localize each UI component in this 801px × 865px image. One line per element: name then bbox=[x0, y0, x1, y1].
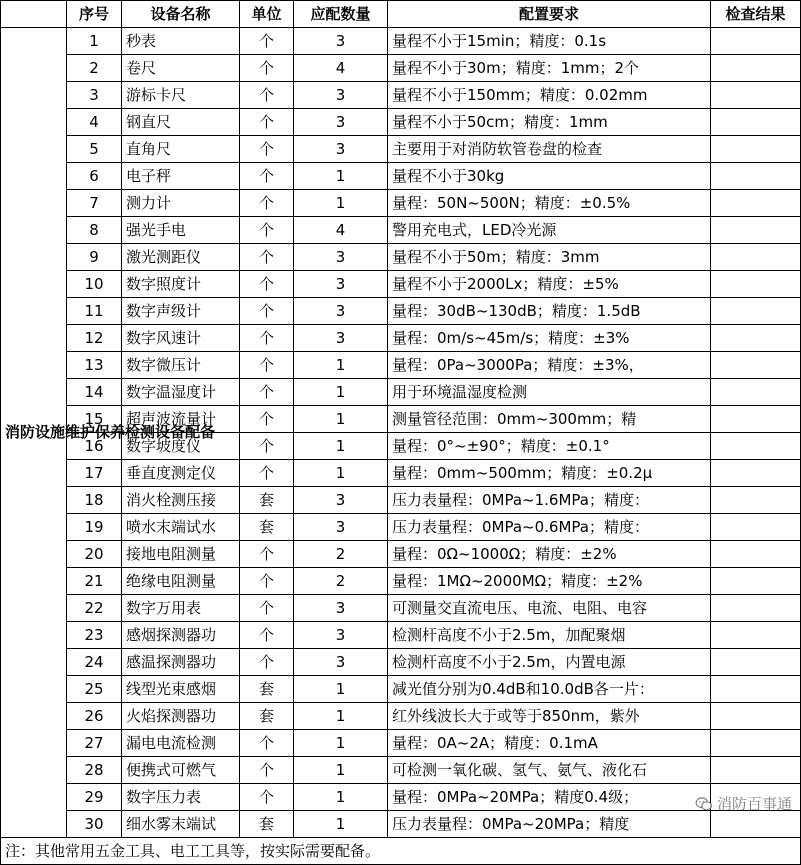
row-number: 8 bbox=[67, 217, 122, 244]
row-number: 28 bbox=[67, 757, 122, 784]
device-name: 数字坡度仪 bbox=[122, 433, 240, 460]
result-cell bbox=[711, 811, 801, 838]
quantity-cell: 3 bbox=[294, 298, 388, 325]
row-number: 14 bbox=[67, 379, 122, 406]
header-qty: 应配数量 bbox=[294, 1, 388, 28]
requirement-cell: 用于环境温湿度检测 bbox=[388, 379, 711, 406]
table-row bbox=[1, 352, 801, 379]
device-name: 数字风速计 bbox=[122, 325, 240, 352]
quantity-cell: 1 bbox=[294, 352, 388, 379]
result-cell bbox=[711, 217, 801, 244]
unit-cell: 套 bbox=[240, 487, 294, 514]
result-cell bbox=[711, 406, 801, 433]
unit-cell: 个 bbox=[240, 568, 294, 595]
table-row bbox=[1, 136, 801, 163]
quantity-cell: 3 bbox=[294, 244, 388, 271]
header-row bbox=[1, 1, 801, 28]
device-name: 线型光束感烟 bbox=[122, 676, 240, 703]
unit-cell: 个 bbox=[240, 55, 294, 82]
header-result: 检查结果 bbox=[711, 1, 801, 28]
device-name: 卷尺 bbox=[122, 55, 240, 82]
unit-cell: 个 bbox=[240, 379, 294, 406]
table-row bbox=[1, 460, 801, 487]
unit-cell: 个 bbox=[240, 406, 294, 433]
result-cell bbox=[711, 433, 801, 460]
device-name: 细水雾末端试 bbox=[122, 811, 240, 838]
device-name: 游标卡尺 bbox=[122, 82, 240, 109]
row-number: 20 bbox=[67, 541, 122, 568]
requirement-cell: 红外线波长大于或等于850nm，紫外 bbox=[388, 703, 711, 730]
result-cell bbox=[711, 325, 801, 352]
device-name: 钢直尺 bbox=[122, 109, 240, 136]
requirement-cell: 可检测一氧化碳、氢气、氨气、液化石 bbox=[388, 757, 711, 784]
unit-cell: 个 bbox=[240, 325, 294, 352]
requirement-cell: 压力表量程：0MPa~0.6MPa；精度： bbox=[388, 514, 711, 541]
table-row bbox=[1, 541, 801, 568]
result-cell bbox=[711, 730, 801, 757]
row-number: 2 bbox=[67, 55, 122, 82]
device-name: 接地电阻测量 bbox=[122, 541, 240, 568]
device-name: 数字万用表 bbox=[122, 595, 240, 622]
row-number: 3 bbox=[67, 82, 122, 109]
result-cell bbox=[711, 28, 801, 55]
requirement-cell: 量程：0m/s~45m/s；精度：±3% bbox=[388, 325, 711, 352]
device-name: 数字压力表 bbox=[122, 784, 240, 811]
unit-cell: 个 bbox=[240, 217, 294, 244]
table-row bbox=[1, 379, 801, 406]
result-cell bbox=[711, 298, 801, 325]
unit-cell: 个 bbox=[240, 730, 294, 757]
table-row bbox=[1, 82, 801, 109]
quantity-cell: 3 bbox=[294, 325, 388, 352]
table-row bbox=[1, 325, 801, 352]
row-number: 5 bbox=[67, 136, 122, 163]
requirement-cell: 量程不小于15min；精度：0.1s bbox=[388, 28, 711, 55]
quantity-cell: 3 bbox=[294, 109, 388, 136]
table-row bbox=[1, 487, 801, 514]
requirement-cell: 量程：1MΩ~2000MΩ；精度：±2% bbox=[388, 568, 711, 595]
header-name: 设备名称 bbox=[122, 1, 240, 28]
quantity-cell: 1 bbox=[294, 784, 388, 811]
requirement-cell: 量程不小于30m；精度：1mm；2个 bbox=[388, 55, 711, 82]
result-cell bbox=[711, 622, 801, 649]
row-number: 24 bbox=[67, 649, 122, 676]
unit-cell: 个 bbox=[240, 271, 294, 298]
table-row bbox=[1, 109, 801, 136]
unit-cell: 个 bbox=[240, 28, 294, 55]
row-number: 27 bbox=[67, 730, 122, 757]
watermark bbox=[695, 793, 792, 814]
quantity-cell: 3 bbox=[294, 514, 388, 541]
result-cell bbox=[711, 55, 801, 82]
row-number: 17 bbox=[67, 460, 122, 487]
requirement-cell: 测量管径范围：0mm~300mm；精 bbox=[388, 406, 711, 433]
result-cell bbox=[711, 541, 801, 568]
requirement-cell: 量程不小于30kg bbox=[388, 163, 711, 190]
row-number: 18 bbox=[67, 487, 122, 514]
quantity-cell: 1 bbox=[294, 163, 388, 190]
footnote: 注：其他常用五金工具、电工工具等，按实际需要配备。 bbox=[1, 838, 801, 865]
quantity-cell: 1 bbox=[294, 460, 388, 487]
quantity-cell: 1 bbox=[294, 190, 388, 217]
quantity-cell: 3 bbox=[294, 136, 388, 163]
quantity-cell: 4 bbox=[294, 217, 388, 244]
unit-cell: 个 bbox=[240, 244, 294, 271]
row-number: 22 bbox=[67, 595, 122, 622]
table-row bbox=[1, 568, 801, 595]
table-row bbox=[1, 622, 801, 649]
wechat-logo-icon bbox=[695, 797, 713, 811]
unit-cell: 个 bbox=[240, 163, 294, 190]
quantity-cell: 3 bbox=[294, 82, 388, 109]
row-number: 4 bbox=[67, 109, 122, 136]
row-number: 15 bbox=[67, 406, 122, 433]
table-row bbox=[1, 514, 801, 541]
table-row bbox=[1, 649, 801, 676]
table-body bbox=[1, 28, 801, 838]
requirement-cell: 检测杆高度不小于2.5m，加配聚烟 bbox=[388, 622, 711, 649]
requirement-cell: 检测杆高度不小于2.5m，内置电源 bbox=[388, 649, 711, 676]
requirement-cell: 量程：0A~2A；精度：0.1mA bbox=[388, 730, 711, 757]
requirement-cell: 可测量交直流电压、电流、电阻、电容 bbox=[388, 595, 711, 622]
quantity-cell: 3 bbox=[294, 271, 388, 298]
row-number: 26 bbox=[67, 703, 122, 730]
table-row bbox=[1, 757, 801, 784]
table-row bbox=[1, 784, 801, 811]
row-number: 10 bbox=[67, 271, 122, 298]
quantity-cell: 1 bbox=[294, 406, 388, 433]
requirement-cell: 量程：0°~±90°；精度：±0.1° bbox=[388, 433, 711, 460]
quantity-cell: 3 bbox=[294, 28, 388, 55]
quantity-cell: 1 bbox=[294, 676, 388, 703]
result-cell bbox=[711, 163, 801, 190]
result-cell bbox=[711, 136, 801, 163]
device-name: 便携式可燃气 bbox=[122, 757, 240, 784]
quantity-cell: 4 bbox=[294, 55, 388, 82]
device-name: 漏电电流检测 bbox=[122, 730, 240, 757]
header-req: 配置要求 bbox=[388, 1, 711, 28]
row-number: 7 bbox=[67, 190, 122, 217]
device-name: 感温探测器功 bbox=[122, 649, 240, 676]
row-number: 19 bbox=[67, 514, 122, 541]
requirement-cell: 量程：0Pa~3000Pa；精度：±3%， bbox=[388, 352, 711, 379]
result-cell bbox=[711, 109, 801, 136]
unit-cell: 个 bbox=[240, 784, 294, 811]
requirement-cell: 量程不小于150mm；精度：0.02mm bbox=[388, 82, 711, 109]
unit-cell: 个 bbox=[240, 433, 294, 460]
result-cell bbox=[711, 379, 801, 406]
result-cell bbox=[711, 676, 801, 703]
row-number: 9 bbox=[67, 244, 122, 271]
device-name: 测力计 bbox=[122, 190, 240, 217]
unit-cell: 个 bbox=[240, 541, 294, 568]
requirement-cell: 警用充电式，LED冷光源 bbox=[388, 217, 711, 244]
note-row bbox=[1, 838, 801, 865]
quantity-cell: 1 bbox=[294, 757, 388, 784]
device-name: 感烟探测器功 bbox=[122, 622, 240, 649]
quantity-cell: 1 bbox=[294, 730, 388, 757]
device-name: 数字温湿度计 bbox=[122, 379, 240, 406]
table-row bbox=[1, 595, 801, 622]
unit-cell: 个 bbox=[240, 595, 294, 622]
row-number: 13 bbox=[67, 352, 122, 379]
table-row bbox=[1, 676, 801, 703]
table-row bbox=[1, 244, 801, 271]
requirement-cell: 量程不小于2000Lx；精度：±5% bbox=[388, 271, 711, 298]
quantity-cell: 1 bbox=[294, 433, 388, 460]
result-cell bbox=[711, 352, 801, 379]
table-row bbox=[1, 298, 801, 325]
device-name: 强光手电 bbox=[122, 217, 240, 244]
row-number: 21 bbox=[67, 568, 122, 595]
requirement-cell: 量程：0Ω~1000Ω；精度：±2% bbox=[388, 541, 711, 568]
unit-cell: 个 bbox=[240, 82, 294, 109]
result-cell bbox=[711, 568, 801, 595]
unit-cell: 套 bbox=[240, 514, 294, 541]
table-row bbox=[1, 163, 801, 190]
table-row bbox=[1, 703, 801, 730]
unit-cell: 套 bbox=[240, 703, 294, 730]
row-number: 23 bbox=[67, 622, 122, 649]
result-cell bbox=[711, 757, 801, 784]
unit-cell: 个 bbox=[240, 136, 294, 163]
requirement-cell: 压力表量程：0MPa~1.6MPa；精度： bbox=[388, 487, 711, 514]
result-cell bbox=[711, 190, 801, 217]
requirement-cell: 量程不小于50m；精度：3mm bbox=[388, 244, 711, 271]
requirement-cell: 压力表量程：0MPa~20MPa；精度 bbox=[388, 811, 711, 838]
result-cell bbox=[711, 82, 801, 109]
row-number: 30 bbox=[67, 811, 122, 838]
corner-cell bbox=[1, 1, 67, 28]
device-name: 超声波流量计 bbox=[122, 406, 240, 433]
quantity-cell: 3 bbox=[294, 649, 388, 676]
unit-cell: 个 bbox=[240, 190, 294, 217]
unit-cell: 个 bbox=[240, 649, 294, 676]
row-number: 16 bbox=[67, 433, 122, 460]
device-name: 火焰探测器功 bbox=[122, 703, 240, 730]
device-name: 直角尺 bbox=[122, 136, 240, 163]
unit-cell: 个 bbox=[240, 460, 294, 487]
quantity-cell: 2 bbox=[294, 568, 388, 595]
result-cell bbox=[711, 514, 801, 541]
quantity-cell: 3 bbox=[294, 487, 388, 514]
device-name: 消火栓测压接 bbox=[122, 487, 240, 514]
row-number: 12 bbox=[67, 325, 122, 352]
row-number: 6 bbox=[67, 163, 122, 190]
requirement-cell: 主要用于对消防软管卷盘的检查 bbox=[388, 136, 711, 163]
category-cell: 消防设施维护保养检测设备配备 bbox=[1, 28, 67, 838]
table-row bbox=[1, 271, 801, 298]
device-name: 激光测距仪 bbox=[122, 244, 240, 271]
result-cell bbox=[711, 649, 801, 676]
row-number: 25 bbox=[67, 676, 122, 703]
device-name: 绝缘电阻测量 bbox=[122, 568, 240, 595]
header-no: 序号 bbox=[67, 1, 122, 28]
quantity-cell: 1 bbox=[294, 811, 388, 838]
requirement-cell: 量程：0mm~500mm；精度：±0.2μ bbox=[388, 460, 711, 487]
device-name: 垂直度测定仪 bbox=[122, 460, 240, 487]
result-cell bbox=[711, 595, 801, 622]
unit-cell: 个 bbox=[240, 352, 294, 379]
device-name: 电子秤 bbox=[122, 163, 240, 190]
table-row bbox=[1, 55, 801, 82]
table-row bbox=[1, 28, 801, 55]
row-number: 1 bbox=[67, 28, 122, 55]
requirement-cell: 量程：30dB~130dB；精度：1.5dB bbox=[388, 298, 711, 325]
requirement-cell: 减光值分别为0.4dB和10.0dB各一片： bbox=[388, 676, 711, 703]
unit-cell: 个 bbox=[240, 757, 294, 784]
result-cell bbox=[711, 244, 801, 271]
device-name: 数字微压计 bbox=[122, 352, 240, 379]
quantity-cell: 3 bbox=[294, 622, 388, 649]
unit-cell: 套 bbox=[240, 811, 294, 838]
device-name: 数字声级计 bbox=[122, 298, 240, 325]
requirement-cell: 量程：0MPa~20MPa；精度0.4级； bbox=[388, 784, 711, 811]
requirement-cell: 量程：50N~500N；精度：±0.5% bbox=[388, 190, 711, 217]
result-cell bbox=[711, 487, 801, 514]
result-cell bbox=[711, 703, 801, 730]
table-row bbox=[1, 811, 801, 838]
result-cell bbox=[711, 460, 801, 487]
unit-cell: 个 bbox=[240, 298, 294, 325]
table-row bbox=[1, 217, 801, 244]
requirement-cell: 量程不小于50cm；精度：1mm bbox=[388, 109, 711, 136]
table-row bbox=[1, 190, 801, 217]
row-number: 11 bbox=[67, 298, 122, 325]
unit-cell: 个 bbox=[240, 109, 294, 136]
quantity-cell: 1 bbox=[294, 379, 388, 406]
unit-cell: 个 bbox=[240, 622, 294, 649]
quantity-cell: 1 bbox=[294, 703, 388, 730]
quantity-cell: 3 bbox=[294, 595, 388, 622]
device-name: 喷水末端试水 bbox=[122, 514, 240, 541]
unit-cell: 套 bbox=[240, 676, 294, 703]
quantity-cell: 2 bbox=[294, 541, 388, 568]
device-name: 秒表 bbox=[122, 28, 240, 55]
watermark-text: 消防百事通 bbox=[716, 795, 792, 813]
result-cell bbox=[711, 271, 801, 298]
table-row bbox=[1, 730, 801, 757]
row-number: 29 bbox=[67, 784, 122, 811]
device-name: 数字照度计 bbox=[122, 271, 240, 298]
header-unit: 单位 bbox=[240, 1, 294, 28]
